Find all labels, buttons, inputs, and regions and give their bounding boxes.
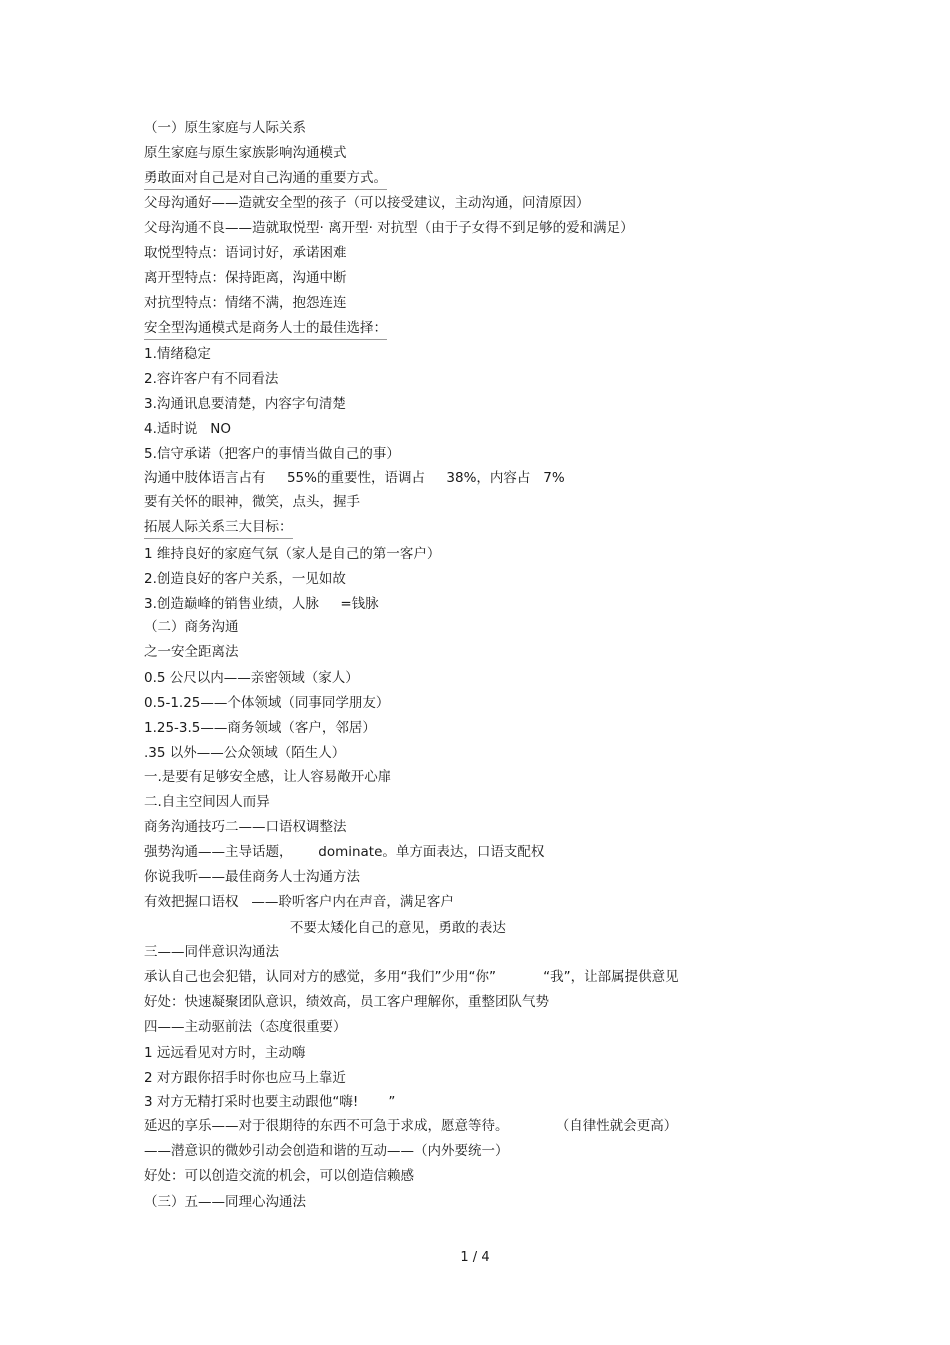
text-line: 二.自主空间因人而异 [144, 794, 270, 810]
text-line: 你说我听——最佳商务人士沟通方法 [144, 869, 360, 885]
text-line: 离开型特点：保持距离，沟通中断 [144, 270, 347, 286]
text-line: ——潜意识的微妙引动会创造和谐的互动——（内外要统一） [144, 1143, 509, 1159]
text-line: 沟通中肢体语言占有 55%的重要性，语调占 38%，内容占 7% [144, 470, 565, 486]
text-line: 强势沟通——主导话题， dominate。单方面表达，口语支配权 [144, 844, 545, 860]
text-line: 好处：快速凝聚团队意识，绩效高，员工客户理解你，重整团队气势 [144, 994, 549, 1010]
text-line: 三——同伴意识沟通法 [144, 944, 279, 960]
list-item: 3 对方无精打采时也要主动跟他“嗨! ” [144, 1094, 396, 1110]
section-heading: （二）商务沟通 [144, 619, 239, 635]
text-line: .35 以外——公众领域（陌生人） [144, 745, 346, 761]
text-line: 商务沟通技巧二——口语权调整法 [144, 819, 347, 835]
text-line: 之一安全距离法 [144, 644, 239, 660]
list-item: 2.容许客户有不同看法 [144, 371, 279, 387]
section-heading: （一）原生家庭与人际关系 [144, 120, 306, 136]
text-line: 1.25-3.5——商务领域（客户，邻居） [144, 720, 376, 736]
list-item: 1 维持良好的家庭气氛（家人是自己的第一客户） [144, 546, 441, 562]
text-line: 承认自己也会犯错，认同对方的感觉，多用“我们”少用“你” “我”，让部属提供意见 [144, 969, 679, 985]
text-line: 0.5 公尺以内——亲密领域（家人） [144, 670, 359, 686]
page-number: 1 / 4 [460, 1250, 490, 1265]
list-item: 2 对方跟你招手时你也应马上靠近 [144, 1070, 346, 1086]
list-item: 5.信守承诺（把客户的事情当做自己的事） [144, 446, 400, 462]
text-line: 一.是要有足够安全感，让人容易敞开心扉 [144, 769, 392, 785]
text-line: 好处：可以创造交流的机会，可以创造信赖感 [144, 1168, 414, 1184]
text-line: 父母沟通不良——造就取悦型· 离开型· 对抗型（由于子女得不到足够的爱和满足） [144, 220, 634, 236]
text-line: 要有关怀的眼神，微笑，点头，握手 [144, 494, 360, 510]
text-line: 不要太矮化自己的意见，勇敢的表达 [144, 920, 506, 936]
text-line: 父母沟通好——造就安全型的孩子（可以接受建议，主动沟通，问清原因） [144, 195, 590, 211]
text-line: 原生家庭与原生家族影响沟通模式 [144, 145, 347, 161]
text-line: 对抗型特点：情绪不满，抱怨连连 [144, 295, 347, 311]
underlined-line: 安全型沟通模式是商务人士的最佳选择： [144, 319, 387, 340]
text-line: 取悦型特点：语词讨好，承诺困难 [144, 245, 347, 261]
underlined-line: 勇敢面对自己是对自己沟通的重要方式。 [144, 169, 387, 190]
list-item: 2.创造良好的客户关系，一见如故 [144, 571, 346, 587]
list-item: 3.沟通讯息要清楚，内容字句清楚 [144, 396, 346, 412]
text-line: 四——主动驱前法（态度很重要） [144, 1019, 347, 1035]
underlined-line: 拓展人际关系三大目标： [144, 518, 293, 539]
text-line: 0.5-1.25——个体领域（同事同学朋友） [144, 695, 390, 711]
list-item: 4.适时说 NO [144, 421, 231, 437]
list-item: 1 远远看见对方时，主动嗨 [144, 1045, 306, 1061]
text-line: 有效把握口语权 ——聆听客户内在声音，满足客户 [144, 894, 454, 910]
text-line: 延迟的享乐——对于很期待的东西不可急于求成，愿意等待。 （自律性就会更高） [144, 1118, 678, 1134]
list-item: 3.创造巅峰的销售业绩，人脉 =钱脉 [144, 596, 379, 612]
list-item: 1.情绪稳定 [144, 346, 211, 362]
section-heading: （三）五——同理心沟通法 [144, 1194, 306, 1210]
